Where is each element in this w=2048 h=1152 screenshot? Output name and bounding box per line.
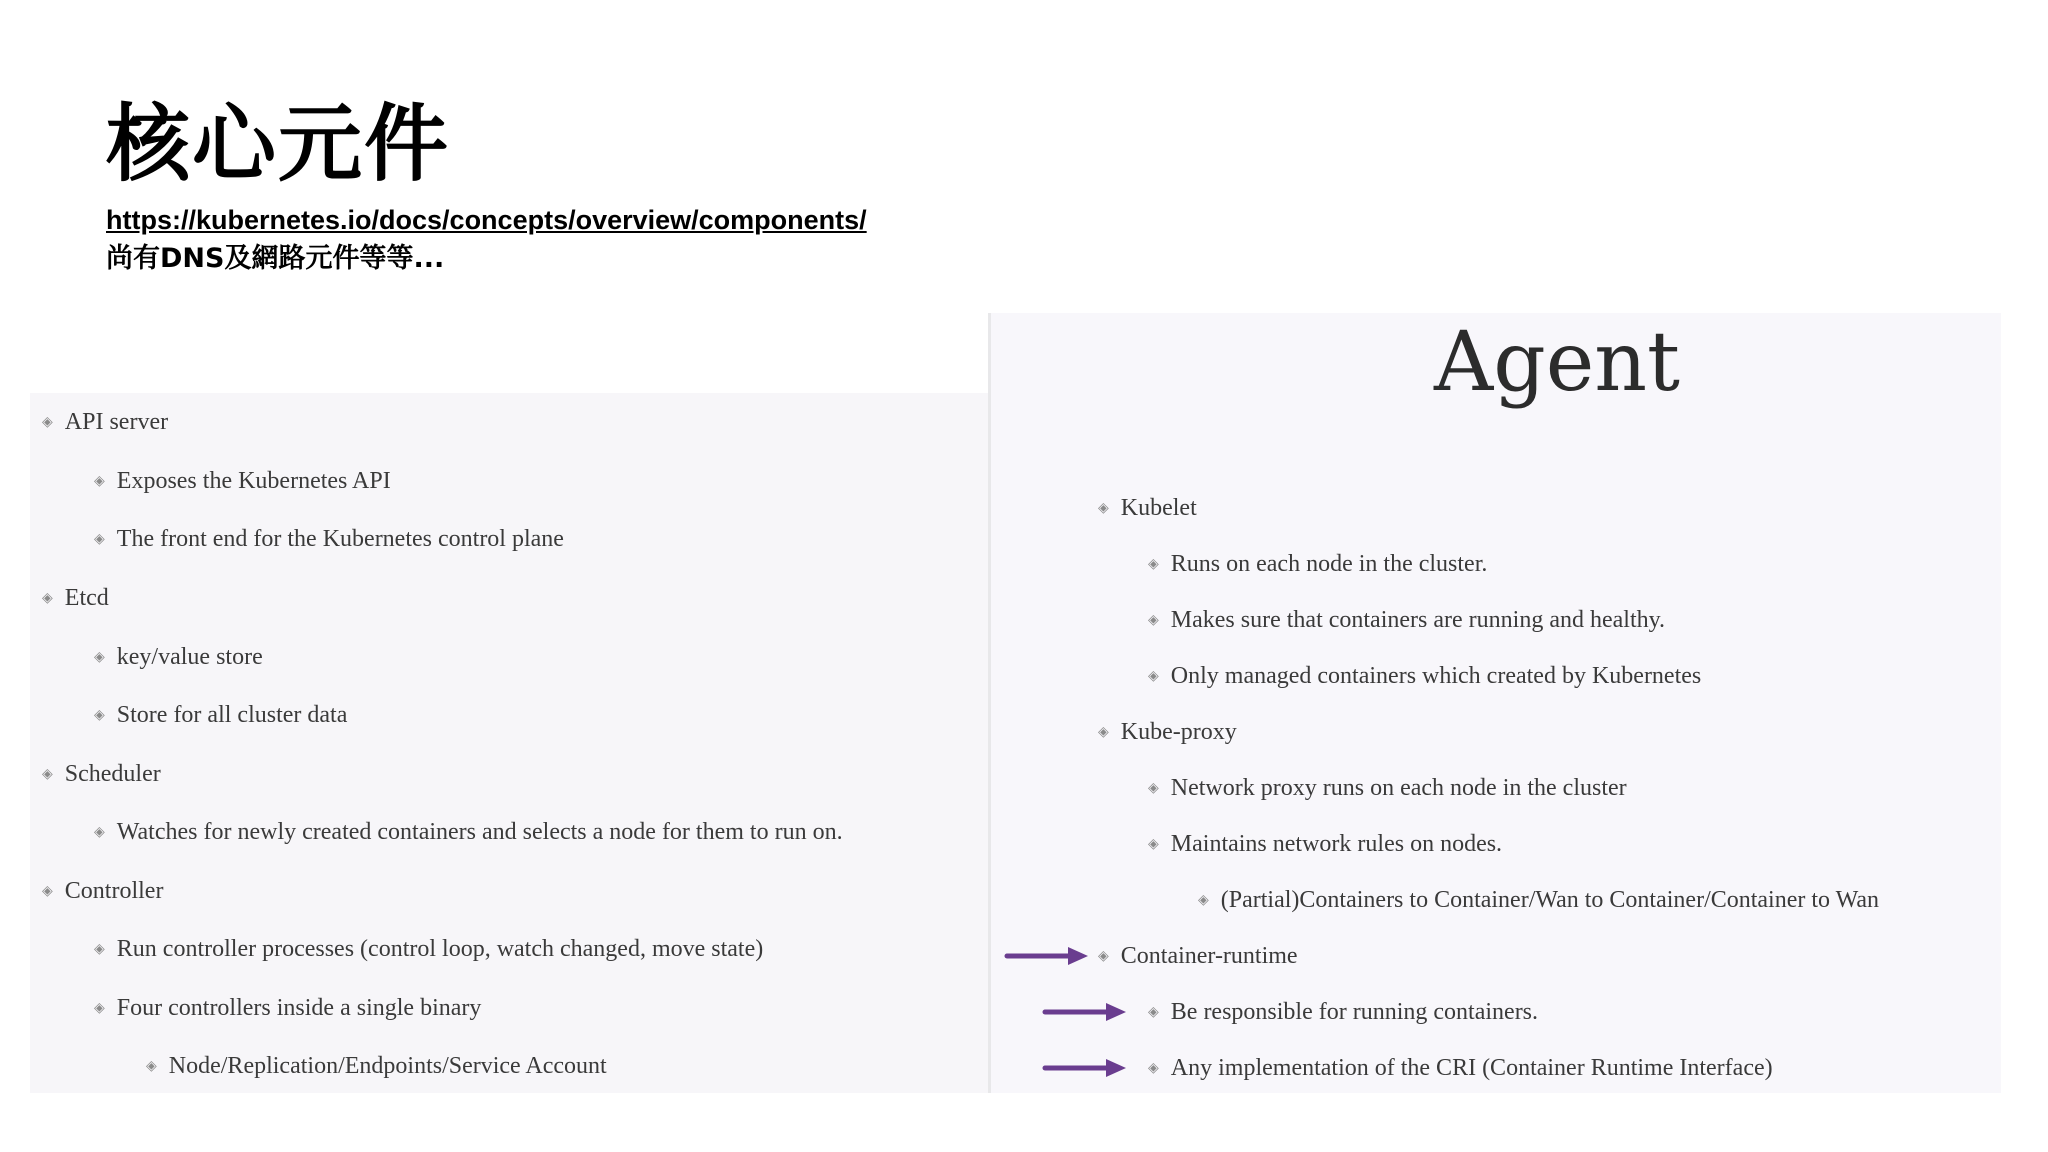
diamond-bullet-icon: ◈ — [1198, 893, 1209, 908]
list-item — [146, 1054, 607, 1078]
list-item-label: Be responsible for running containers. — [1170, 999, 1539, 1025]
list-item — [94, 645, 263, 669]
list-item-label: Watches for newly created containers and selects a node for them to run on. — [116, 819, 843, 845]
list-item-label: Network proxy runs on each node in the cluster — [1170, 775, 1627, 801]
list-item — [1148, 608, 1665, 632]
diamond-bullet-icon: ◈ — [42, 415, 53, 430]
list-item-label: Makes sure that containers are running and healthy. — [1170, 607, 1666, 633]
list-item — [94, 820, 843, 844]
list-item-label: Controller — [64, 878, 164, 904]
list-item-label: Etcd — [64, 585, 109, 611]
list-item — [1098, 720, 1237, 744]
list-item-label: Scheduler — [64, 761, 161, 787]
diamond-bullet-icon: ◈ — [1148, 781, 1159, 796]
diamond-bullet-icon: ◈ — [94, 650, 105, 665]
list-item-label: (Partial)Containers to Container/Wan to Container/Container to Wan — [1220, 887, 1879, 913]
slide-note: 尚有DNS及網路元件等等... — [106, 243, 445, 274]
diamond-bullet-icon: ◈ — [42, 767, 53, 782]
list-item — [1148, 664, 1701, 688]
list-item — [1148, 1056, 1773, 1080]
diamond-bullet-icon: ◈ — [1148, 669, 1159, 684]
list-item-label: Exposes the Kubernetes API — [116, 468, 391, 494]
right-arrow-icon — [1004, 946, 1088, 966]
diamond-bullet-icon: ◈ — [94, 708, 105, 723]
list-item-label: Store for all cluster data — [116, 702, 348, 728]
diamond-bullet-icon: ◈ — [94, 942, 105, 957]
diamond-bullet-icon: ◈ — [1098, 501, 1109, 516]
list-item-label: Node/Replication/Endpoints/Service Account — [168, 1053, 607, 1079]
diamond-bullet-icon: ◈ — [1148, 613, 1159, 628]
list-item — [1148, 776, 1627, 800]
list-item — [1148, 552, 1487, 576]
diamond-bullet-icon: ◈ — [1148, 557, 1159, 572]
list-item — [1148, 832, 1502, 856]
list-item-label: Only managed containers which created by Kubernetes — [1170, 663, 1702, 689]
list-item-label: Container-runtime — [1120, 943, 1298, 969]
diamond-bullet-icon: ◈ — [1148, 1005, 1159, 1020]
control-plane-panel — [30, 393, 988, 1093]
list-item — [94, 469, 391, 493]
slide-title: 核心元件 — [106, 95, 451, 193]
list-item — [42, 586, 109, 610]
list-item-label: Runs on each node in the cluster. — [1170, 551, 1488, 577]
list-item — [94, 937, 763, 961]
list-item — [42, 410, 168, 434]
list-item — [94, 527, 564, 551]
list-item — [94, 996, 481, 1020]
list-item — [42, 762, 161, 786]
diamond-bullet-icon: ◈ — [42, 884, 53, 899]
list-item — [1098, 496, 1197, 520]
list-item-label: Maintains network rules on nodes. — [1170, 831, 1503, 857]
diamond-bullet-icon: ◈ — [94, 474, 105, 489]
list-item — [1198, 888, 1879, 912]
list-item-label: Kubelet — [1120, 495, 1197, 521]
diamond-bullet-icon: ◈ — [1098, 725, 1109, 740]
right-arrow-icon — [1042, 1002, 1126, 1022]
diamond-bullet-icon: ◈ — [1148, 1061, 1159, 1076]
components-doc-link[interactable]: https://kubernetes.io/docs/concepts/overview/components/ — [106, 205, 867, 235]
diamond-bullet-icon: ◈ — [1148, 837, 1159, 852]
list-item-label: Kube-proxy — [1120, 719, 1237, 745]
list-item-label: Four controllers inside a single binary — [116, 995, 482, 1021]
agent-panel — [988, 313, 2001, 1093]
diamond-bullet-icon: ◈ — [94, 1001, 105, 1016]
list-item-label: key/value store — [116, 644, 263, 670]
list-item-label: Run controller processes (control loop, watch changed, move state) — [116, 936, 764, 962]
list-item-label: The front end for the Kubernetes control plane — [116, 526, 564, 552]
list-item-label: API server — [64, 409, 169, 435]
agent-heading: Agent — [1434, 315, 1680, 410]
list-item — [94, 703, 347, 727]
diamond-bullet-icon: ◈ — [94, 825, 105, 840]
diamond-bullet-icon: ◈ — [42, 591, 53, 606]
diamond-bullet-icon: ◈ — [94, 532, 105, 547]
list-item — [42, 879, 163, 903]
list-item — [1148, 1000, 1538, 1024]
diamond-bullet-icon: ◈ — [1098, 949, 1109, 964]
list-item-label: Any implementation of the CRI (Container Runtime Interface) — [1170, 1055, 1773, 1081]
right-arrow-icon — [1042, 1058, 1126, 1078]
list-item — [1098, 944, 1298, 968]
diamond-bullet-icon: ◈ — [146, 1059, 157, 1074]
